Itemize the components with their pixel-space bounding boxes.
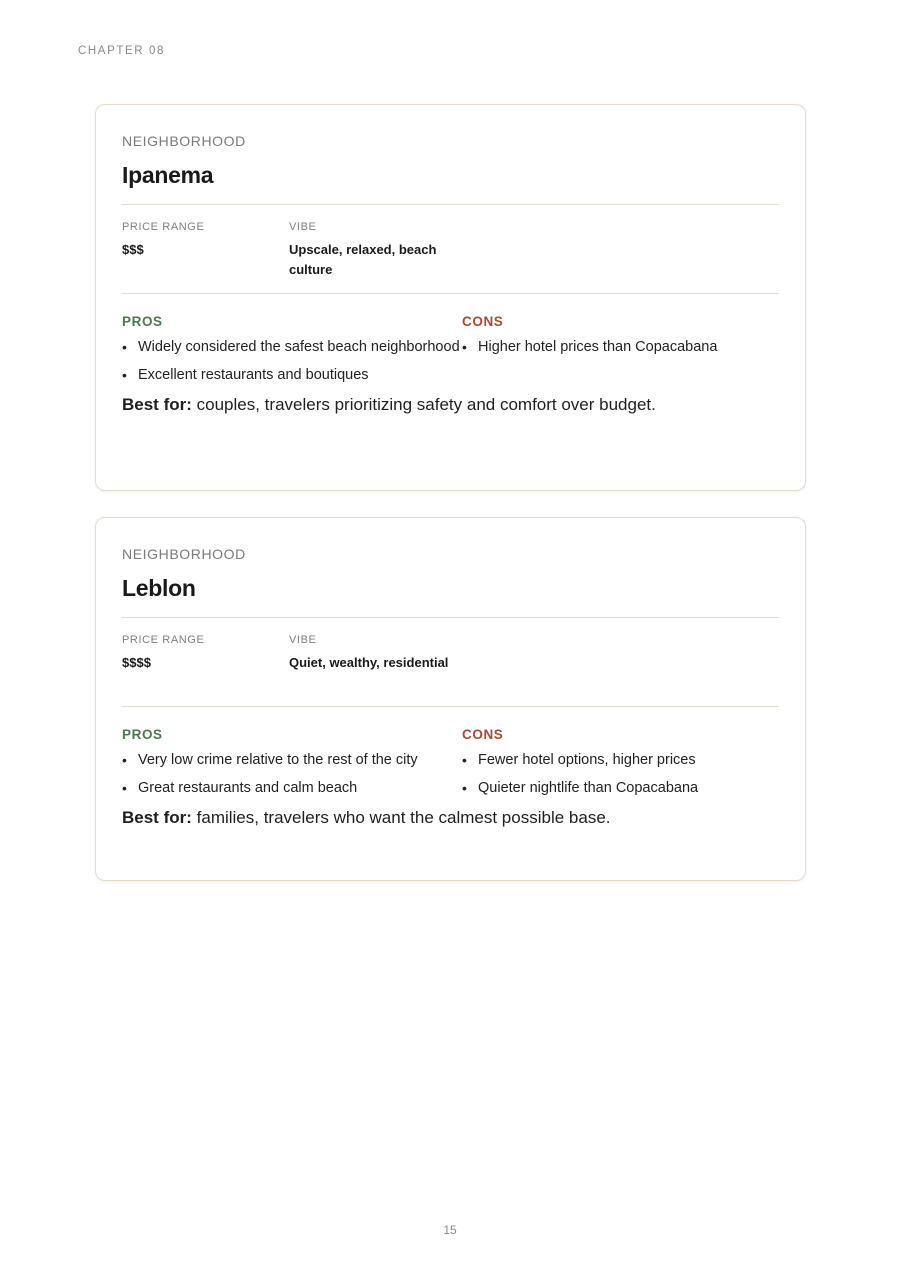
pros-item: • Great restaurants and calm beach xyxy=(122,777,462,800)
best-for-text: couples, travelers prioritizing safety and comfort over budget. xyxy=(196,395,656,414)
vibe-label: VIBE xyxy=(289,634,317,646)
cons-heading: CONS xyxy=(462,314,504,329)
best-for xyxy=(122,806,779,830)
cons-item: • Quieter nightlife than Copacabana xyxy=(462,777,779,800)
bullet-icon: • xyxy=(462,752,467,768)
bullet-icon: • xyxy=(462,339,467,355)
cons-column xyxy=(462,314,779,391)
price-range-block xyxy=(122,221,289,293)
pros-heading: PROS xyxy=(122,314,163,329)
pros-column xyxy=(122,727,462,804)
page-number: 15 xyxy=(443,1223,457,1237)
divider xyxy=(122,293,779,294)
bullet-icon: • xyxy=(122,779,127,796)
neighborhood-name: Ipanema xyxy=(122,162,214,188)
neighborhood-label: NEIGHBORHOOD xyxy=(122,546,246,562)
price-range-value: $$$$ xyxy=(122,655,151,670)
pros-item: • Excellent restaurants and boutiques xyxy=(122,364,462,387)
bullet-icon: • xyxy=(122,366,127,383)
cons-column xyxy=(462,727,779,804)
pros-heading: PROS xyxy=(122,727,163,742)
vibe-block xyxy=(289,221,454,293)
neighborhood-label: NEIGHBORHOOD xyxy=(122,133,246,149)
cons-heading: CONS xyxy=(462,727,504,742)
bullet-icon: • xyxy=(122,752,127,768)
pros-cons-section xyxy=(122,727,779,804)
divider xyxy=(122,706,779,707)
pros-item: • Widely considered the safest beach neighborhood xyxy=(122,336,462,359)
meta-row xyxy=(122,205,779,293)
cons-list xyxy=(462,336,779,359)
vibe-label: VIBE xyxy=(289,221,317,233)
pros-item: • Very low crime relative to the rest of the city xyxy=(122,749,462,772)
cons-item: • Fewer hotel options, higher prices xyxy=(462,749,779,772)
best-for xyxy=(122,393,779,417)
cons-item: • Higher hotel prices than Copacabana xyxy=(462,336,779,359)
neighborhood-card xyxy=(95,104,806,491)
price-range-block xyxy=(122,634,289,706)
vibe-value: Upscale, relaxed, beach culture xyxy=(289,242,437,277)
bullet-icon: • xyxy=(462,779,467,796)
pros-column xyxy=(122,314,462,391)
best-for-label: Best for: xyxy=(122,395,192,414)
best-for-text: families, travelers who want the calmest possible base. xyxy=(196,808,611,827)
price-range-label: PRICE RANGE xyxy=(122,634,205,646)
pros-list xyxy=(122,749,462,799)
meta-row xyxy=(122,618,779,706)
neighborhood-name: Leblon xyxy=(122,575,196,601)
pros-cons-section xyxy=(122,314,779,391)
best-for-label: Best for: xyxy=(122,808,192,827)
price-range-value: $$$ xyxy=(122,242,144,257)
bullet-icon: • xyxy=(122,339,127,355)
price-range-label: PRICE RANGE xyxy=(122,221,205,233)
pros-list xyxy=(122,336,462,386)
chapter-header: CHAPTER 08 xyxy=(78,45,165,57)
cons-list xyxy=(462,749,779,799)
vibe-block xyxy=(289,634,454,706)
vibe-value: Quiet, wealthy, residential xyxy=(289,655,449,670)
neighborhood-card xyxy=(95,517,806,881)
